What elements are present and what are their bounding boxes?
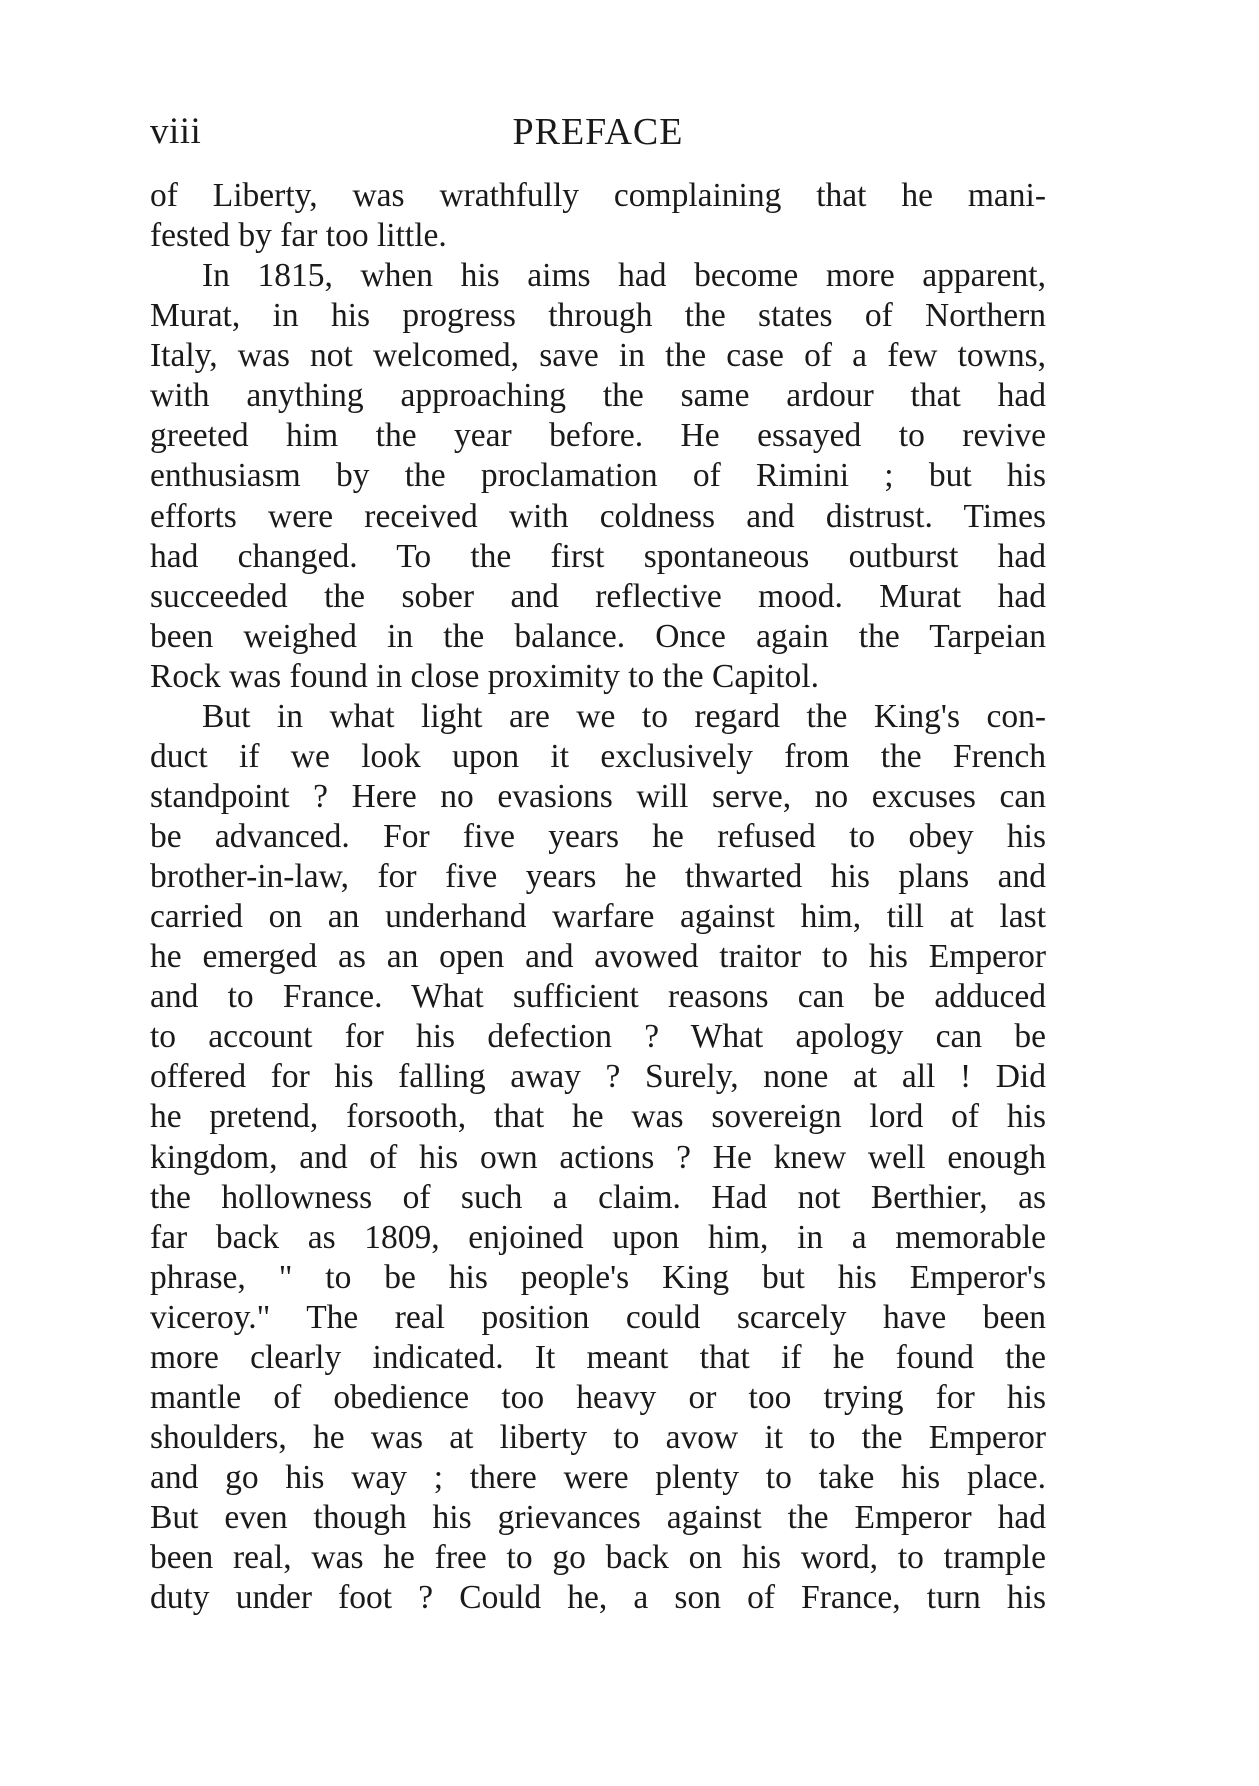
text-line: enthusiasm by the proclamation of Rimini ; but his	[150, 457, 1046, 495]
text-line: mantle of obedience too heavy or too trying for his	[150, 1378, 1046, 1416]
paragraph-french-standpoint	[150, 697, 1046, 1618]
text-line: far back as 1809, enjoined upon him, in a memorable	[150, 1218, 1046, 1256]
paragraph-murat-1815	[150, 256, 1046, 697]
text-line: duct if we look upon it exclusively from the French	[150, 737, 1046, 775]
text-line: and to France. What sufficient reasons can be adduced	[150, 978, 1046, 1016]
text-line: kingdom, and of his own actions ? He knew well enough	[150, 1138, 1046, 1176]
text-line: brother-in-law, for five years he thwarted his plans and	[150, 858, 1046, 896]
text-line: Italy, was not welcomed, save in the case of a few towns,	[150, 337, 1046, 375]
text-line: But even though his grievances against the Emperor had	[150, 1499, 1046, 1537]
text-line: with anything approaching the same ardour that had	[150, 377, 1046, 415]
text-line: duty under foot ? Could he, a son of France, turn his	[150, 1579, 1046, 1617]
text-line: fested by far too little.	[150, 217, 447, 255]
text-line: efforts were received with coldness and distrust. Times	[150, 497, 1046, 535]
text-line: In 1815, when his aims had become more apparent,	[202, 257, 1046, 295]
text-line: carried on an underhand warfare against him, till at last	[150, 898, 1046, 936]
text-line: phrase, " to be his people's King but his Emperor's	[150, 1258, 1046, 1296]
text-line: be advanced. For five years he refused to obey his	[150, 818, 1046, 855]
text-line: Murat, in his progress through the states of Northern	[150, 297, 1046, 335]
text-line: Rock was found in close proximity to the Capitol.	[150, 657, 819, 695]
text-line: been real, was he free to go back on his word, to trample	[150, 1539, 1046, 1577]
text-line: greeted him the year before. He essayed to revive	[150, 417, 1046, 455]
text-line: succeeded the sober and reflective mood. Murat had	[150, 577, 1046, 615]
text-line: viceroy." The real position could scarcely have been	[150, 1298, 1046, 1336]
running-head	[150, 108, 1046, 156]
text-line: he emerged as an open and avowed traitor to his Emperor	[150, 938, 1046, 976]
text-line: of Liberty, was wrathfully complaining that he mani-	[150, 177, 1046, 214]
body-text	[150, 176, 1046, 1618]
text-line: been weighed in the balance. Once again the Tarpeian	[150, 617, 1046, 655]
running-title: PREFACE	[512, 111, 684, 153]
text-line: the hollowness of such a claim. Had not Berthier, as	[150, 1178, 1046, 1216]
text-line: offered for his falling away ? Surely, none at all ! Did	[150, 1058, 1046, 1096]
text-line: more clearly indicated. It meant that if he found the	[150, 1338, 1046, 1376]
text-line: and go his way ; there were plenty to take his place.	[150, 1459, 1046, 1496]
text-line: But in what light are we to regard the King's con-	[202, 697, 1046, 735]
text-line: he pretend, forsooth, that he was sovereign lord of his	[150, 1098, 1046, 1136]
text-line: had changed. To the first spontaneous outburst had	[150, 537, 1046, 575]
page-number: viii	[150, 111, 202, 152]
text-line: standpoint ? Here no evasions will serve, no excuses can	[150, 777, 1046, 815]
text-line: to account for his defection ? What apology can be	[150, 1018, 1046, 1056]
text-line: shoulders, he was at liberty to avow it to the Emperor	[150, 1418, 1046, 1456]
paragraph-continuation	[150, 176, 1046, 256]
